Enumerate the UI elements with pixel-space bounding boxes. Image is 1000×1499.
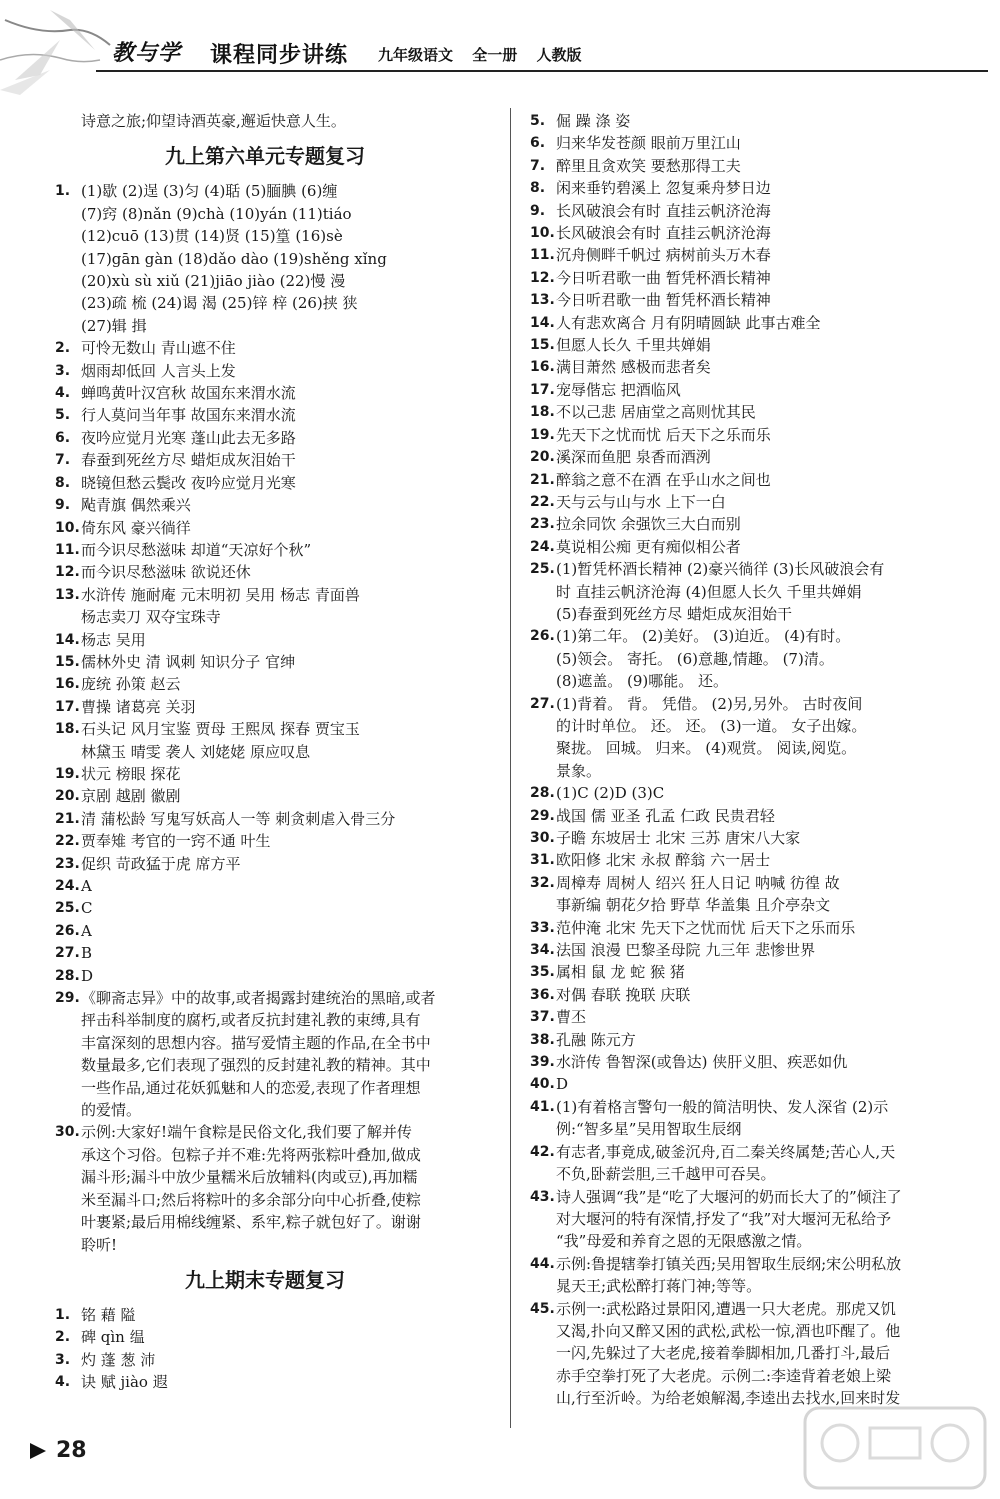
item-number: 23. xyxy=(55,855,80,872)
item-number: 24. xyxy=(530,538,555,555)
item-number: 44. xyxy=(530,1255,555,1272)
item-text: 人有悲欢离合 月有阴晴圆缺 此事古难全 xyxy=(556,313,821,332)
item-number: 19. xyxy=(530,426,555,443)
answer-item xyxy=(530,984,970,1006)
answer-item xyxy=(55,404,475,426)
answer-item xyxy=(55,517,475,539)
watermark-stamp xyxy=(800,1403,990,1493)
item-continuation: 山,行至沂岭。为给老娘解渴,李逵出去找水,回来时发 xyxy=(556,1389,901,1408)
item-continuation: 抨击科举制度的腐朽,或者反抗封建礼教的束缚,具有 xyxy=(81,1011,421,1030)
item-number: 21. xyxy=(55,810,80,827)
answer-item xyxy=(55,360,475,382)
item-text: C xyxy=(81,899,93,918)
item-text: D xyxy=(81,966,94,985)
item-number: 30. xyxy=(55,1124,80,1141)
item-text: 醉里且贪欢笑 要愁那得工夫 xyxy=(556,156,741,175)
item-number: 27. xyxy=(530,695,555,712)
item-text: 长风破浪会有时 直挂云帆济沧海 xyxy=(556,201,771,220)
item-text: 诗人强调“我”是“吃了大堰河的奶而长大了的”倾注了 xyxy=(556,1187,902,1206)
answer-item xyxy=(55,382,475,404)
answer-item xyxy=(530,244,970,266)
item-continuation: (27)辑 揖 xyxy=(81,316,147,335)
item-number: 14. xyxy=(55,631,80,648)
item-text: 京剧 越剧 徽剧 xyxy=(81,787,181,806)
item-text: 战国 儒 亚圣 孔孟 仁政 民贵君轻 xyxy=(556,806,775,825)
item-number: 30. xyxy=(530,830,555,846)
item-text: 促织 苛政猛于虎 席方平 xyxy=(81,854,241,873)
item-text: 清 蒲松龄 写鬼写妖高人一等 刺贪刺虐入骨三分 xyxy=(81,809,396,828)
item-number: 20. xyxy=(530,449,555,466)
item-text: 《聊斋志异》中的故事,或者揭露封建统治的黑暗,或者 xyxy=(81,989,436,1008)
item-number: 45. xyxy=(530,1300,555,1317)
item-text: 儒林外史 清 讽刺 知识分子 官绅 xyxy=(81,652,296,671)
item-continuation: 数量最多,它们表现了强烈的反封建礼教的精神。其中 xyxy=(81,1056,431,1075)
item-text: 倔 躁 涤 姿 xyxy=(556,112,631,130)
answer-item xyxy=(530,267,970,289)
answer-item xyxy=(55,494,475,516)
answer-item xyxy=(530,1298,970,1320)
item-continuation: (17)gān gàn (18)dǎo dào (19)shěng xǐng xyxy=(81,249,387,268)
item-text: 状元 榜眼 探花 xyxy=(81,764,181,783)
item-number: 1. xyxy=(55,183,71,200)
item-number: 26. xyxy=(55,922,80,939)
answer-item xyxy=(530,939,970,961)
answer-item xyxy=(530,693,970,715)
column-divider xyxy=(510,108,511,1428)
answer-item xyxy=(530,200,970,222)
item-number: 42. xyxy=(530,1143,555,1160)
answer-item xyxy=(55,472,475,494)
item-number: 27. xyxy=(55,945,80,962)
item-text: 对偶 春联 挽联 庆联 xyxy=(556,985,691,1004)
item-continuation: 晁天王;武松醉打蒋门神;等等。 xyxy=(556,1277,762,1296)
item-number: 29. xyxy=(530,807,555,824)
item-text: 曹丕 xyxy=(556,1008,587,1027)
left-column xyxy=(55,110,475,1394)
item-continuation: 景象。 xyxy=(556,761,602,780)
arrow-right-icon xyxy=(30,1443,46,1459)
item-number: 12. xyxy=(530,269,555,286)
answer-item xyxy=(530,625,970,647)
answer-item xyxy=(530,1096,970,1118)
item-continuation: (23)疏 梳 (24)谒 渴 (25)锌 梓 (26)挟 狭 xyxy=(81,294,358,313)
answer-item xyxy=(530,513,970,535)
item-text: 子瞻 东坡居士 北宋 三苏 唐宋八大家 xyxy=(556,829,801,847)
item-text: 拉余同饮 余强饮三大白而别 xyxy=(556,515,741,534)
answer-item xyxy=(530,805,970,827)
answer-item xyxy=(530,1186,970,1208)
answer-item xyxy=(55,1349,475,1371)
item-continuation: 一闪,先躲过了大老虎,接着拳脚相加,几番打斗,最后 xyxy=(556,1344,891,1363)
item-number: 11. xyxy=(530,247,555,264)
item-text: 贾奉雉 考官的一窍不通 叶生 xyxy=(81,832,271,851)
answer-item xyxy=(530,558,970,580)
item-text: 曹操 诸葛亮 关羽 xyxy=(81,697,196,716)
answer-item xyxy=(55,337,475,359)
item-continuation: 一些作品,通过花妖狐魅和人的恋爱,表现了作者理想 xyxy=(81,1078,421,1097)
item-continuation: 对大堰河的特有深情,抒发了“我”对大堰河无私给予 xyxy=(556,1209,892,1228)
item-continuation: (5)领会。 寄托。 (6)意趣,情趣。 (7)清。 xyxy=(556,649,834,668)
answer-item xyxy=(530,536,970,558)
item-number: 16. xyxy=(55,676,80,693)
answer-item xyxy=(530,446,970,468)
answer-item xyxy=(530,961,970,983)
item-continuation: 的爱情。 xyxy=(81,1101,142,1120)
item-number: 38. xyxy=(530,1031,555,1048)
item-text: 夜吟应觉月光寒 蓬山此去无多路 xyxy=(81,428,296,447)
answer-item xyxy=(55,785,475,807)
item-text: A xyxy=(81,877,92,895)
answer-item xyxy=(55,853,475,875)
section-title-final: 九上期末专题复习 xyxy=(185,1267,345,1292)
item-number: 13. xyxy=(55,586,80,603)
item-text: 杨志 吴用 xyxy=(81,630,146,649)
item-number: 8. xyxy=(55,474,71,491)
item-number: 36. xyxy=(530,986,555,1003)
item-number: 3. xyxy=(55,1351,71,1368)
item-text: 水浒传 施耐庵 元末明初 吴用 杨志 青面兽 xyxy=(81,585,360,604)
item-number: 6. xyxy=(530,135,546,152)
page-footer xyxy=(30,1438,87,1463)
item-text: 法国 浪漫 巴黎圣母院 九三年 悲惨世界 xyxy=(556,941,816,960)
item-continuation: 漏斗形;漏斗中放少量糯米后放辅料(肉或豆),再加糯 xyxy=(81,1168,418,1187)
answer-item xyxy=(530,469,970,491)
page-header xyxy=(0,0,1000,95)
item-continuation: 赤手空拳打死了大老虎。示例二:李逵背着老娘上梁 xyxy=(556,1366,892,1385)
item-text: A xyxy=(81,921,92,940)
item-number: 25. xyxy=(530,561,555,578)
answer-item xyxy=(530,110,970,132)
answer-list-final-cont xyxy=(530,110,970,1410)
answer-item xyxy=(530,222,970,244)
item-number: 33. xyxy=(530,919,555,936)
item-text: 晓镜但愁云鬓改 夜吟应觉月光寒 xyxy=(81,473,296,492)
item-continuation: 丰富深刻的思想内容。描写爱情主题的作品,在全书中 xyxy=(81,1033,431,1052)
answer-item xyxy=(55,427,475,449)
item-text: 春蚕到死丝方尽 蜡炬成灰泪始干 xyxy=(81,451,296,470)
item-number: 10. xyxy=(530,225,555,242)
item-number: 5. xyxy=(530,113,546,129)
item-number: 23. xyxy=(530,516,555,533)
item-number: 28. xyxy=(55,967,80,984)
item-text: 庞统 孙策 赵云 xyxy=(81,675,181,694)
answer-item xyxy=(55,651,475,673)
item-text: 石头记 风月宝鉴 贾母 王熙凤 探春 贾宝玉 xyxy=(81,720,360,739)
item-text: 可怜无数山 青山遮不住 xyxy=(81,339,236,358)
item-text: B xyxy=(81,944,93,963)
item-text: (1)背着。 背。 凭借。 (2)另,另外。 古时夜间 xyxy=(556,694,863,713)
answer-item xyxy=(55,987,475,1009)
item-text: 行人莫问当年事 故国东来渭水流 xyxy=(81,406,296,425)
item-number: 12. xyxy=(55,564,80,581)
item-number: 35. xyxy=(530,964,555,981)
item-continuation: 聚拢。 回城。 归来。 (4)观赏。 阅读,阅览。 xyxy=(556,739,857,758)
answer-item xyxy=(530,917,970,939)
answer-item xyxy=(55,942,475,964)
series-title: 课程同步讲练 xyxy=(210,43,349,68)
item-number: 13. xyxy=(530,292,555,309)
answer-item xyxy=(530,491,970,513)
item-continuation: (20)xù sù xiǔ (21)jiāo jiào (22)慢 漫 xyxy=(81,272,346,291)
item-number: 4. xyxy=(55,1374,71,1391)
answer-item xyxy=(55,1326,475,1348)
item-text: (1)歇 (2)逞 (3)匀 (4)聒 (5)腼腆 (6)缠 xyxy=(81,182,338,201)
answer-item xyxy=(55,718,475,740)
item-text: 满目萧然 感极而悲者矣 xyxy=(556,358,711,377)
item-text: 示例:大家好!端午食粽是民俗文化,我们要了解并传 xyxy=(81,1123,412,1142)
item-continuation: 事新编 朝花夕拾 野草 华盖集 且介亭杂文 xyxy=(556,896,831,915)
answer-item xyxy=(530,1029,970,1051)
item-number: 43. xyxy=(530,1188,555,1205)
item-number: 37. xyxy=(530,1009,555,1026)
item-continuation: 例:“智多星”吴用智取生辰纲 xyxy=(556,1120,742,1139)
item-continuation: 米至漏斗口;然后将粽叶的多余部分向中心折叠,使粽 xyxy=(81,1190,421,1209)
item-text: 而今识尽愁滋味 却道“天凉好个秋” xyxy=(81,540,312,559)
answer-item xyxy=(530,424,970,446)
answer-item xyxy=(530,872,970,894)
item-number: 29. xyxy=(55,990,80,1007)
item-text: (1)有着格言警句一般的简洁明快、发人深省 (2)示 xyxy=(556,1097,889,1116)
answer-item xyxy=(55,629,475,651)
answer-item xyxy=(530,1051,970,1073)
section-title-unit6: 九上第六单元专题复习 xyxy=(165,144,365,169)
answer-item xyxy=(55,673,475,695)
item-continuation: 林黛玉 晴雯 袭人 刘姥姥 原应叹息 xyxy=(81,742,311,761)
item-continuation: 承这个习俗。包粽子并不难:先将两张粽叶叠加,做成 xyxy=(81,1145,421,1164)
answer-item xyxy=(530,849,970,871)
item-number: 10. xyxy=(55,519,80,536)
item-number: 21. xyxy=(530,471,555,488)
answer-item xyxy=(55,1121,475,1143)
item-number: 8. xyxy=(530,180,546,197)
answer-item xyxy=(530,289,970,311)
item-continuation: (7)窍 (8)nǎn (9)chà (10)yán (11)tiáo xyxy=(81,204,352,223)
item-number: 3. xyxy=(55,362,71,379)
item-number: 7. xyxy=(55,452,71,469)
item-text: D xyxy=(556,1075,569,1094)
answer-item xyxy=(55,1371,475,1393)
item-continuation: 不负,卧薪尝胆,三千越甲可吞吴。 xyxy=(556,1165,776,1184)
item-text: 沉舟侧畔千帆过 病树前头万木春 xyxy=(556,246,771,265)
item-text: 范仲淹 北宋 先天下之忧而忧 后天下之乐而乐 xyxy=(556,918,856,937)
item-text: 碑 qìn 缊 xyxy=(81,1328,145,1347)
item-number: 9. xyxy=(55,497,71,514)
item-text: 溪深而鱼肥 泉香而酒洌 xyxy=(556,448,711,467)
item-text: 灼 蓬 葱 沛 xyxy=(81,1350,156,1369)
item-text: 示例:鲁提辖拳打镇关西;吴用智取生辰纲;宋公明私放 xyxy=(556,1254,902,1273)
answer-item xyxy=(530,827,970,849)
page-number: 28 xyxy=(56,1438,87,1463)
item-number: 40. xyxy=(530,1076,555,1093)
item-text: 今日听君歌一曲 暂凭杯酒长精神 xyxy=(556,268,771,287)
item-continuation: 叶裹紧;最后用棉线缠紧、系牢,粽子就包好了。谢谢 xyxy=(81,1213,421,1232)
item-text: (1)C (2)D (3)C xyxy=(556,784,665,803)
answer-item xyxy=(530,1073,970,1095)
answer-list-unit6 xyxy=(55,180,475,1256)
answer-item xyxy=(55,180,475,202)
item-number: 5. xyxy=(55,407,71,424)
answer-item xyxy=(530,1006,970,1028)
item-text: 飐青旗 偶然乘兴 xyxy=(81,496,191,515)
item-text: 先天下之忧而忧 后天下之乐而乐 xyxy=(556,425,771,444)
item-text: 今日听君歌一曲 暂凭杯酒长精神 xyxy=(556,291,771,310)
item-text: 莫说相公痴 更有痴似相公者 xyxy=(556,537,741,556)
item-text: 但愿人长久 千里共婵娟 xyxy=(556,336,711,355)
item-text: 闲来垂钓碧溪上 忽复乘舟梦日边 xyxy=(556,179,771,198)
item-text: 归来华发苍颜 眼前万里江山 xyxy=(556,134,741,153)
item-number: 32. xyxy=(530,874,555,891)
item-number: 19. xyxy=(55,765,80,782)
item-continuation: 杨志卖刀 双夺宝珠寺 xyxy=(81,608,221,627)
item-number: 17. xyxy=(55,698,80,715)
answer-item xyxy=(530,132,970,154)
item-number: 15. xyxy=(530,337,555,354)
answer-item xyxy=(530,334,970,356)
answer-item xyxy=(530,401,970,423)
item-number: 1. xyxy=(55,1306,71,1323)
item-number: 25. xyxy=(55,900,80,917)
item-number: 2. xyxy=(55,1329,71,1346)
item-text: 孔融 陈元方 xyxy=(556,1030,636,1049)
item-text: (1)第二年。 (2)美好。 (3)迫近。 (4)有时。 xyxy=(556,627,851,646)
right-column xyxy=(530,110,970,1410)
item-number: 7. xyxy=(530,157,546,174)
item-text: 铭 藉 隘 xyxy=(81,1305,136,1324)
item-number: 28. xyxy=(530,785,555,802)
item-number: 15. xyxy=(55,653,80,670)
answer-item xyxy=(530,1253,970,1275)
item-number: 39. xyxy=(530,1054,555,1071)
item-text: 属相 鼠 龙 蛇 猴 猪 xyxy=(556,963,685,982)
item-number: 18. xyxy=(530,404,555,421)
item-text: 欧阳修 北宋 永叔 醉翁 六一居士 xyxy=(556,851,771,870)
answer-item xyxy=(55,830,475,852)
item-text: 不以己悲 居庙堂之高则忧其民 xyxy=(556,403,756,422)
answer-item xyxy=(55,875,475,897)
item-number: 31. xyxy=(530,852,555,869)
answer-item xyxy=(530,155,970,177)
item-continuation: (5)春蚕到死丝方尽 蜡炬成灰泪始干 xyxy=(556,604,793,623)
item-text: 烟雨却低回 人言头上发 xyxy=(81,361,236,380)
item-number: 9. xyxy=(530,202,546,219)
item-number: 24. xyxy=(55,878,80,894)
item-number: 6. xyxy=(55,429,71,446)
answer-item xyxy=(530,782,970,804)
answer-item xyxy=(55,808,475,830)
item-text: 蝉鸣黄叶汉宫秋 故国东来渭水流 xyxy=(81,384,296,403)
item-text: 有志者,事竟成,破釜沉舟,百二秦关终属楚;苦心人,天 xyxy=(556,1142,896,1161)
answer-item xyxy=(530,356,970,378)
item-continuation: (8)遮盖。 (9)哪能。 还。 xyxy=(556,672,729,691)
item-number: 16. xyxy=(530,359,555,376)
header-rule xyxy=(96,70,988,72)
answer-item xyxy=(530,379,970,401)
answer-item xyxy=(55,897,475,919)
book-meta: 九年级语文 全一册 人教版 xyxy=(378,46,582,64)
item-number: 14. xyxy=(530,314,555,331)
item-text: 周樟寿 周树人 绍兴 狂人日记 呐喊 彷徨 故 xyxy=(556,873,840,892)
item-number: 20. xyxy=(55,788,80,805)
answer-list-final xyxy=(55,1304,475,1394)
answer-item xyxy=(530,177,970,199)
answer-item xyxy=(530,312,970,334)
bamboo-decoration-icon xyxy=(0,0,120,95)
item-number: 41. xyxy=(530,1098,555,1115)
brand-logo: 教与学 xyxy=(112,40,182,66)
item-text: 天与云与山与水 上下一白 xyxy=(556,492,726,511)
item-number: 2. xyxy=(55,340,71,357)
item-text: 宠辱偕忘 把酒临风 xyxy=(556,380,681,399)
item-text: 醉翁之意不在酒 在乎山水之间也 xyxy=(556,470,771,489)
answer-item xyxy=(55,1304,475,1326)
item-text: 长风破浪会有时 直挂云帆济沧海 xyxy=(556,224,771,243)
item-text: 水浒传 鲁智深(或鲁达) 侠肝义胆、疾恶如仇 xyxy=(556,1053,848,1072)
item-continuation: 时 直挂云帆济沧海 (4)但愿人长久 千里共婵娟 xyxy=(556,582,862,601)
item-continuation: 的计时单位。 还。 还。 (3)一道。 女子出嫁。 xyxy=(556,716,867,735)
answer-item xyxy=(55,763,475,785)
answer-item xyxy=(530,1141,970,1163)
answer-item xyxy=(55,965,475,987)
item-number: 34. xyxy=(530,942,555,959)
item-text: 倚东风 豪兴徜徉 xyxy=(81,518,191,537)
item-text: 而今识尽愁滋味 欲说还休 xyxy=(81,563,251,582)
answer-item xyxy=(55,539,475,561)
item-number: 26. xyxy=(530,628,555,645)
item-continuation: (12)cuō (13)贯 (14)贤 (15)篁 (16)sè xyxy=(81,227,343,246)
item-text: 示例一:武松路过景阳冈,遭遇一只大老虎。那虎又饥 xyxy=(556,1299,896,1318)
item-continuation: 又渴,扑向又醉又困的武松,武松一惊,酒也吓醒了。他 xyxy=(556,1321,901,1340)
item-number: 22. xyxy=(530,493,555,510)
item-text: (1)暂凭杯酒长精神 (2)豪兴徜徉 (3)长风破浪会有 xyxy=(556,560,885,579)
intro-line: 诗意之旅;仰望诗酒英豪,邂逅快意人生。 xyxy=(81,112,346,130)
answer-item xyxy=(55,920,475,942)
answer-item xyxy=(55,449,475,471)
answer-item xyxy=(55,584,475,606)
answer-item xyxy=(55,696,475,718)
answer-item xyxy=(55,561,475,583)
item-number: 11. xyxy=(55,541,80,558)
item-number: 18. xyxy=(55,721,80,738)
item-text: 诀 赋 jiào 遐 xyxy=(81,1373,168,1392)
item-continuation: 聆听! xyxy=(81,1235,118,1254)
item-number: 4. xyxy=(55,385,71,402)
item-number: 17. xyxy=(530,381,555,398)
item-number: 22. xyxy=(55,833,80,850)
item-continuation: “我”母爱和养育之恩的无限感激之情。 xyxy=(556,1232,812,1251)
